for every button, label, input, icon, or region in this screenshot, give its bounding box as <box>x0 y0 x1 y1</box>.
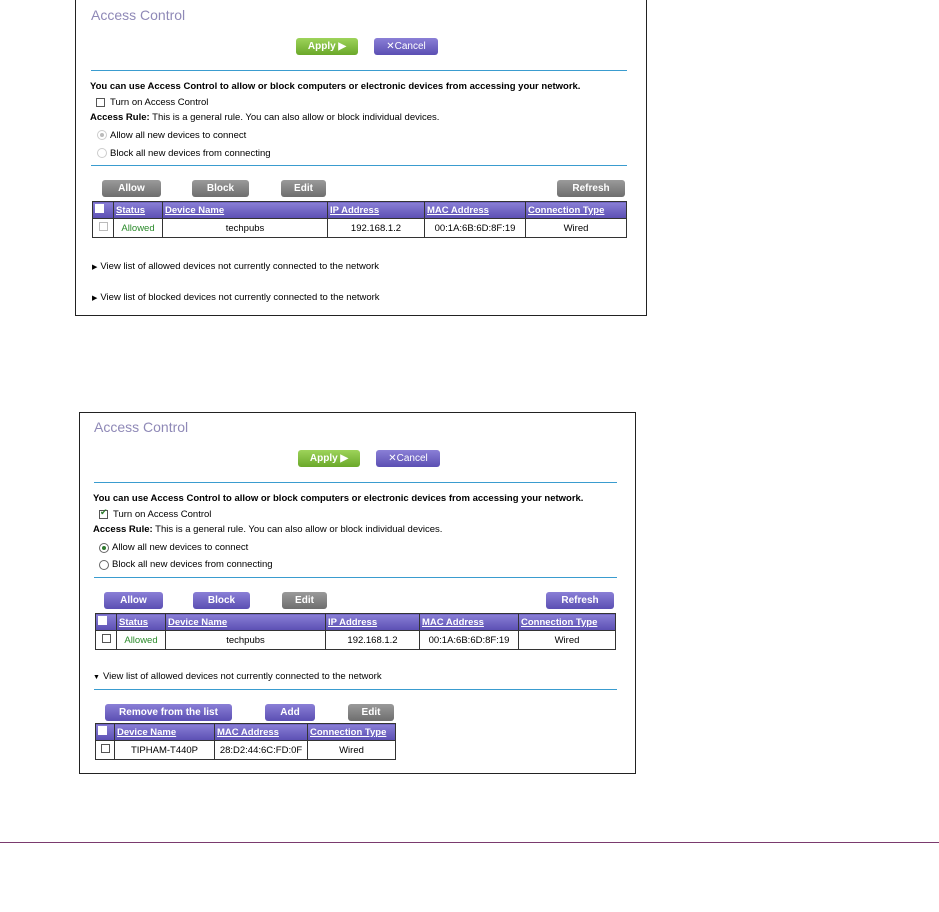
block-button[interactable]: Block <box>193 592 250 609</box>
allowed-devices-link[interactable] <box>92 261 379 272</box>
row-connection-type: Wired <box>519 631 616 650</box>
page-title: Access Control <box>91 7 186 23</box>
column-header-status[interactable]: Status <box>114 202 163 219</box>
column-header-mac-address[interactable]: MAC Address <box>425 202 526 219</box>
allow-button[interactable]: Allow <box>102 180 161 197</box>
column-header-connection-type[interactable]: Connection Type <box>308 724 396 741</box>
intro-text: You can use Access Control to allow or block computers or electronic devices from accessing your network. <box>90 81 581 92</box>
device-table <box>95 613 616 650</box>
page-title: Access Control <box>94 419 189 435</box>
device-table <box>92 201 627 238</box>
row-select-cell <box>96 631 117 650</box>
select-all-cell <box>96 724 115 741</box>
access-rule-text <box>90 112 439 123</box>
table-header-row <box>96 724 396 741</box>
table-header-row <box>93 202 627 219</box>
access-rule-description: This is a general rule. You can also allow or block individual devices. <box>149 112 440 123</box>
column-header-connection-type[interactable]: Connection Type <box>526 202 627 219</box>
column-header-status[interactable]: Status <box>117 614 166 631</box>
add-button[interactable]: Add <box>265 704 315 721</box>
allowed-devices-link[interactable] <box>93 671 382 682</box>
row-connection-type: Wired <box>526 219 627 238</box>
cancel-button[interactable]: ✕Cancel <box>376 450 440 467</box>
select-all-checkbox[interactable] <box>95 204 104 213</box>
row-mac-address: 00:1A:6B:6D:8F:19 <box>425 219 526 238</box>
column-header-mac-address[interactable]: MAC Address <box>215 724 308 741</box>
column-header-ip-address[interactable]: IP Address <box>326 614 420 631</box>
refresh-button[interactable]: Refresh <box>557 180 625 197</box>
row-mac-address: 28:D2:44:6C:FD:0F <box>215 741 308 760</box>
row-select-cell <box>96 741 115 760</box>
section-divider <box>94 577 617 578</box>
access-rule-description: This is a general rule. You can also allow or block individual devices. <box>152 524 443 535</box>
row-ip-address: 192.168.1.2 <box>326 631 420 650</box>
row-device-name: TIPHAM-T440P <box>115 741 215 760</box>
remove-from-list-button[interactable]: Remove from the list <box>105 704 232 721</box>
access-rule-text <box>93 524 442 535</box>
row-select-cell <box>93 219 114 238</box>
turn-on-label: Turn on Access Control <box>113 509 212 520</box>
intro-text: You can use Access Control to allow or block computers or electronic devices from accessing your network. <box>93 493 584 504</box>
row-checkbox[interactable] <box>99 222 108 231</box>
allow-all-label: Allow all new devices to connect <box>112 542 249 553</box>
allow-all-label: Allow all new devices to connect <box>110 130 247 141</box>
select-all-cell <box>93 202 114 219</box>
select-all-cell <box>96 614 117 631</box>
collapse-arrow-icon: ▼ <box>93 674 100 681</box>
row-mac-address: 00:1A:6B:6D:8F:19 <box>420 631 519 650</box>
section-divider <box>94 482 617 483</box>
apply-button[interactable]: Apply ▶ <box>298 450 360 467</box>
apply-button[interactable]: Apply ▶ <box>296 38 358 55</box>
column-header-connection-type[interactable]: Connection Type <box>519 614 616 631</box>
select-all-checkbox[interactable] <box>98 726 107 735</box>
turn-on-label: Turn on Access Control <box>110 97 209 108</box>
block-all-radio[interactable] <box>99 560 109 570</box>
refresh-button[interactable]: Refresh <box>546 592 614 609</box>
table-row[interactable] <box>96 741 396 760</box>
table-row[interactable] <box>96 631 616 650</box>
page-footer-divider <box>0 842 939 843</box>
row-connection-type: Wired <box>308 741 396 760</box>
row-device-name: techpubs <box>163 219 328 238</box>
block-all-label: Block all new devices from connecting <box>112 559 273 570</box>
cancel-button[interactable]: ✕Cancel <box>374 38 438 55</box>
allowed-devices-table <box>95 723 396 760</box>
blocked-devices-link[interactable] <box>92 292 380 303</box>
edit-list-button[interactable]: Edit <box>348 704 394 721</box>
column-header-ip-address[interactable]: IP Address <box>328 202 425 219</box>
access-rule-label: Access Rule: <box>90 112 150 123</box>
column-header-device-name[interactable]: Device Name <box>163 202 328 219</box>
edit-button[interactable]: Edit <box>282 592 327 609</box>
edit-button[interactable]: Edit <box>281 180 326 197</box>
row-status: Allowed <box>114 219 163 238</box>
row-checkbox[interactable] <box>102 634 111 643</box>
access-control-panel-before <box>75 0 647 316</box>
row-status: Allowed <box>117 631 166 650</box>
expand-arrow-icon: ▶ <box>92 264 98 271</box>
table-header-row <box>96 614 616 631</box>
turn-on-checkbox[interactable] <box>99 510 108 519</box>
table-row[interactable] <box>93 219 627 238</box>
row-device-name: techpubs <box>166 631 326 650</box>
allow-all-radio[interactable] <box>99 543 109 553</box>
access-control-panel-after <box>79 412 636 774</box>
column-header-mac-address[interactable]: MAC Address <box>420 614 519 631</box>
column-header-device-name[interactable]: Device Name <box>166 614 326 631</box>
block-all-label: Block all new devices from connecting <box>110 148 271 159</box>
blocked-devices-link-label: View list of blocked devices not currently connected to the network <box>100 292 380 303</box>
section-divider <box>91 70 627 71</box>
block-all-radio[interactable] <box>97 148 107 158</box>
allow-all-radio[interactable] <box>97 130 107 140</box>
expand-arrow-icon: ▶ <box>92 295 98 302</box>
select-all-checkbox[interactable] <box>98 616 107 625</box>
column-header-device-name[interactable]: Device Name <box>115 724 215 741</box>
section-divider <box>94 689 617 690</box>
access-rule-label: Access Rule: <box>93 524 153 535</box>
allow-button[interactable]: Allow <box>104 592 163 609</box>
block-button[interactable]: Block <box>192 180 249 197</box>
allowed-devices-link-label: View list of allowed devices not currently connected to the network <box>100 261 380 272</box>
turn-on-checkbox[interactable] <box>96 98 105 107</box>
row-ip-address: 192.168.1.2 <box>328 219 425 238</box>
section-divider <box>91 165 627 166</box>
row-checkbox[interactable] <box>101 744 110 753</box>
allowed-devices-link-label: View list of allowed devices not currently connected to the network <box>102 671 382 682</box>
